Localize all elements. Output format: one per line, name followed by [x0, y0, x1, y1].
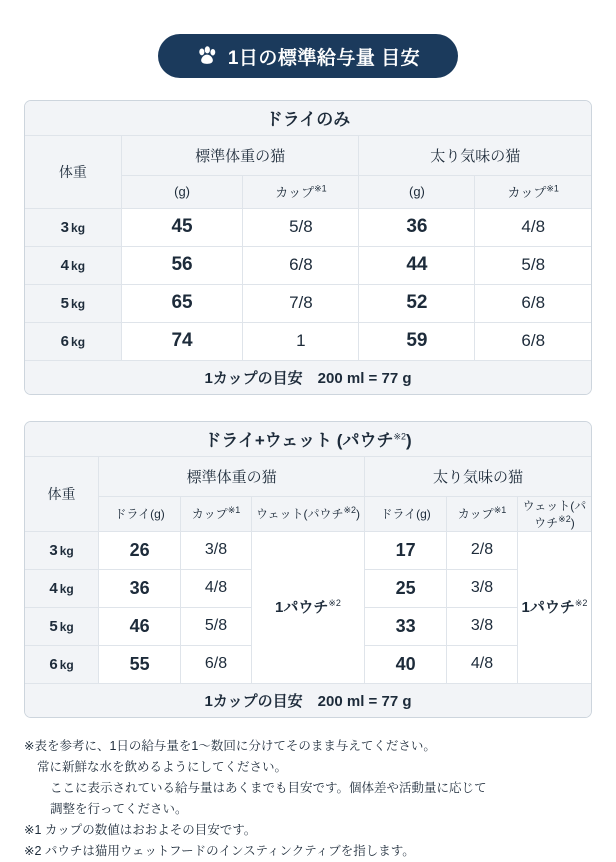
note-line: ここに表示されている給与量はあくまでも目安です。個体差や活動量に応じて [50, 781, 487, 795]
cell-normal-pouch: 1パウチ$^{※2}$ [251, 531, 364, 683]
cell-normal-cup: 4/8 [181, 569, 252, 607]
cell-over-gram: 52 [359, 284, 475, 322]
dry-wet-footer-note: 1カップの目安 200 ml = 77 g [25, 683, 591, 717]
dry-wet-card [24, 421, 592, 718]
cell-normal-cup: 5/8 [243, 208, 359, 246]
cell-normal-gram: 56 [121, 246, 243, 284]
dry-only-caption: ドライのみ [25, 101, 591, 135]
cell-normal-dry: 46 [99, 607, 181, 645]
cell-over-dry: 40 [365, 645, 447, 683]
page-title-text: 1日の標準給与量 目安 [227, 47, 421, 69]
row-weight: 3 kg [25, 531, 99, 569]
row-weight: 5 kg [25, 284, 121, 322]
cell-over-cup: 6/8 [475, 284, 591, 322]
cell-over-cup: 2/8 [447, 531, 518, 569]
group-header-normal: 標準体重の猫 [99, 456, 365, 496]
note-line: ※表を参考に、1日の給与量を1〜数回に分けてそのまま与えてください。 [24, 739, 436, 753]
cell-normal-cup: 5/8 [181, 607, 252, 645]
cell-over-dry: 17 [365, 531, 447, 569]
sub-header-normal-wet: ウェット(パウチ$^{※2}$) [251, 496, 364, 531]
paw-icon [196, 45, 218, 67]
cell-over-pouch: 1パウチ$^{※2}$ [517, 531, 591, 683]
sub-header-over-wet: ウェット(パウチ$^{※2}$) [517, 496, 591, 531]
cell-normal-gram: 74 [121, 322, 243, 360]
row-weight: 6 kg [25, 322, 121, 360]
cell-normal-cup: 6/8 [181, 645, 252, 683]
dry-only-footer-note: 1カップの目安 200 ml = 77 g [25, 360, 591, 394]
notes-block [24, 736, 592, 862]
page-title [158, 34, 458, 78]
row-weight: 5 kg [25, 607, 99, 645]
table-caption-row [25, 101, 591, 135]
weight-header: 体重 [25, 456, 99, 531]
sub-header-over-gram: (g) [359, 175, 475, 208]
cell-normal-dry: 55 [99, 645, 181, 683]
page-title-wrap [24, 0, 592, 100]
cell-over-gram: 59 [359, 322, 475, 360]
table-row [25, 208, 591, 246]
table-footer-row [25, 360, 591, 394]
table-row [25, 246, 591, 284]
cell-normal-gram: 45 [121, 208, 243, 246]
dry-wet-caption: ドライ+ウェット (パウチ$^{※2}$) [25, 422, 591, 456]
cell-normal-cup: 7/8 [243, 284, 359, 322]
group-header-overweight: 太り気味の猫 [365, 456, 591, 496]
group-header-normal: 標準体重の猫 [121, 135, 359, 175]
note-line: ※2 パウチは猫用ウェットフードのインスティンクティブを指します。 [24, 844, 415, 858]
cell-normal-cup: 6/8 [243, 246, 359, 284]
dry-wet-table [25, 422, 591, 717]
weight-header: 体重 [25, 135, 121, 208]
cell-normal-gram: 65 [121, 284, 243, 322]
row-weight: 6 kg [25, 645, 99, 683]
note-line: 調整を行ってください。 [50, 802, 188, 816]
cell-over-cup: 4/8 [447, 645, 518, 683]
sub-header-normal-gram: (g) [121, 175, 243, 208]
table-row [25, 284, 591, 322]
row-weight: 4 kg [25, 246, 121, 284]
table-caption-row [25, 422, 591, 456]
row-weight: 4 kg [25, 569, 99, 607]
cell-normal-dry: 26 [99, 531, 181, 569]
cell-over-cup: 3/8 [447, 569, 518, 607]
cell-normal-dry: 36 [99, 569, 181, 607]
table-row [25, 322, 591, 360]
group-header-overweight: 太り気味の猫 [359, 135, 591, 175]
cell-over-gram: 36 [359, 208, 475, 246]
table-footer-row [25, 683, 591, 717]
cell-over-dry: 33 [365, 607, 447, 645]
dry-only-table [25, 101, 591, 394]
sub-header-over-dry: ドライ(g) [365, 496, 447, 531]
cell-over-cup: 4/8 [475, 208, 591, 246]
cell-over-cup: 6/8 [475, 322, 591, 360]
sub-header-normal-cup: カップ$^{※1}$ [243, 175, 359, 208]
sub-header-over-cup: カップ$^{※1}$ [447, 496, 518, 531]
row-weight: 3 kg [25, 208, 121, 246]
note-line: 常に新鮮な水を飲めるようにしてください。 [37, 760, 288, 774]
table-sub-header-row [25, 496, 591, 531]
cell-normal-cup: 3/8 [181, 531, 252, 569]
cell-over-dry: 25 [365, 569, 447, 607]
table-row [25, 531, 591, 569]
table-group-header-row [25, 135, 591, 175]
dry-only-card [24, 100, 592, 395]
table-group-header-row [25, 456, 591, 496]
sub-header-normal-cup: カップ$^{※1}$ [181, 496, 252, 531]
note-line: ※1 カップの数値はおおよその目安です。 [24, 823, 257, 837]
cell-over-cup: 3/8 [447, 607, 518, 645]
cell-over-gram: 44 [359, 246, 475, 284]
cell-over-cup: 5/8 [475, 246, 591, 284]
cell-normal-cup: 1 [243, 322, 359, 360]
sub-header-over-cup: カップ$^{※1}$ [475, 175, 591, 208]
sub-header-normal-dry: ドライ(g) [99, 496, 181, 531]
